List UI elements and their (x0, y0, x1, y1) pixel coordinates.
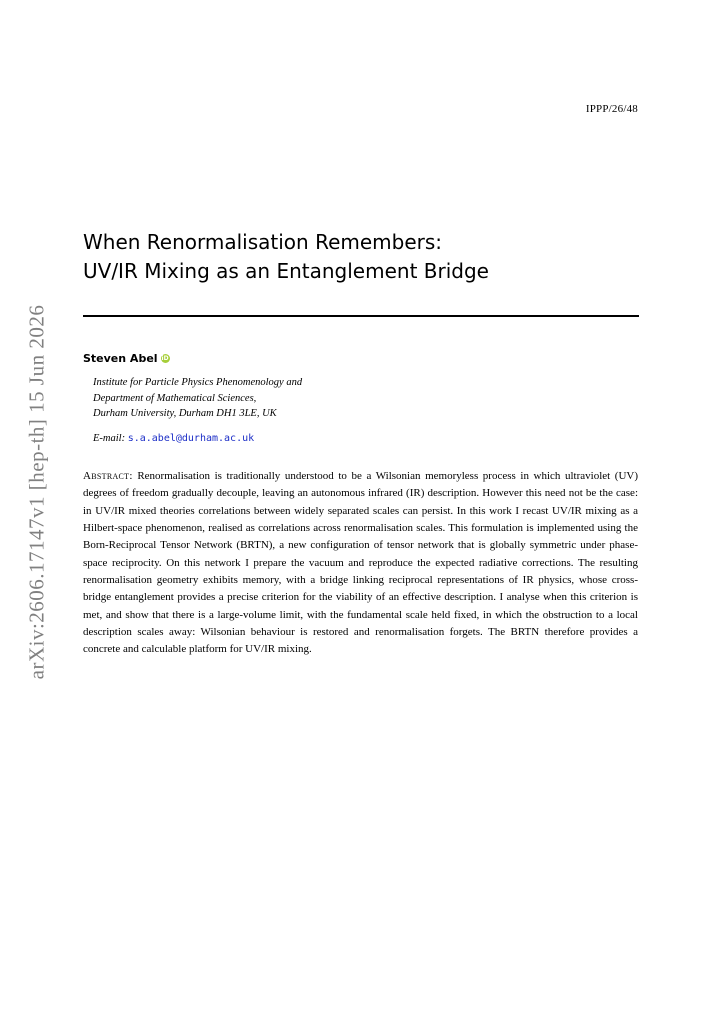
email-label: E-mail: (93, 433, 126, 444)
email-line (93, 433, 254, 444)
title-line-1: When Renormalisation Remembers: (83, 230, 443, 254)
abstract (83, 468, 638, 659)
email-link[interactable]: s.a.abel@durham.ac.uk (127, 433, 255, 444)
preprint-number: IPPP/26/48 (585, 103, 638, 115)
affiliation-line-1: Institute for Particle Physics Phenomenology and (93, 377, 303, 388)
orcid-icon[interactable]: iD (161, 355, 169, 362)
title-line-2: UV/IR Mixing as an Entanglement Bridge (83, 259, 489, 283)
affiliation-line-2: Department of Mathematical Sciences, (93, 392, 257, 404)
affiliation (93, 375, 302, 422)
abstract-heading: Abstract: (83, 470, 133, 482)
author-block (83, 352, 170, 365)
title-rule (83, 315, 639, 317)
arxiv-stamp[interactable]: arXiv:2606.17147v1 [hep-th] 15 Jun 2026 (24, 304, 49, 680)
paper-title (83, 228, 639, 286)
author-name: Steven Abel (83, 352, 158, 365)
abstract-text: Renormalisation is traditionally understood to be a Wilsonian memoryless process in which ultraviolet (UV) degrees of freedom gradually decouple, leaving an autonomous infrared (IR) description. However this need not be the case: in UV/IR mixed theories correlations between widely separated scales can persist. In this work I recast UV/IR mixing as a Hilbert-space phenomenon, realised as correlations across renormalisation scales. This formulation is implemented using the Born-Reciprocal Tensor Network (BRTN), a new configuration of tensor network that is globally symmetric under phase-space reciprocity. On this network I prepare the vacuum and reproduce the expected radiative corrections. The resulting renormalisation geometry exhibits memory, with a bridge linking reciprocal representations of IR physics, whose cross-bridge entanglement provides a precise criterion for the viability of an effective description. I analyse when this criterion is met, and show that there is a large-volume limit, with the fundamental scale held fixed, in which the obstruction to a local description scales away: Wilsonian behaviour is restored and renormalisation forgets. The BRTN therefore provides a concrete and calculable platform for UV/IR mixing. (83, 470, 638, 656)
affiliation-line-3: Durham University, Durham DH1 3LE, UK (93, 408, 277, 419)
